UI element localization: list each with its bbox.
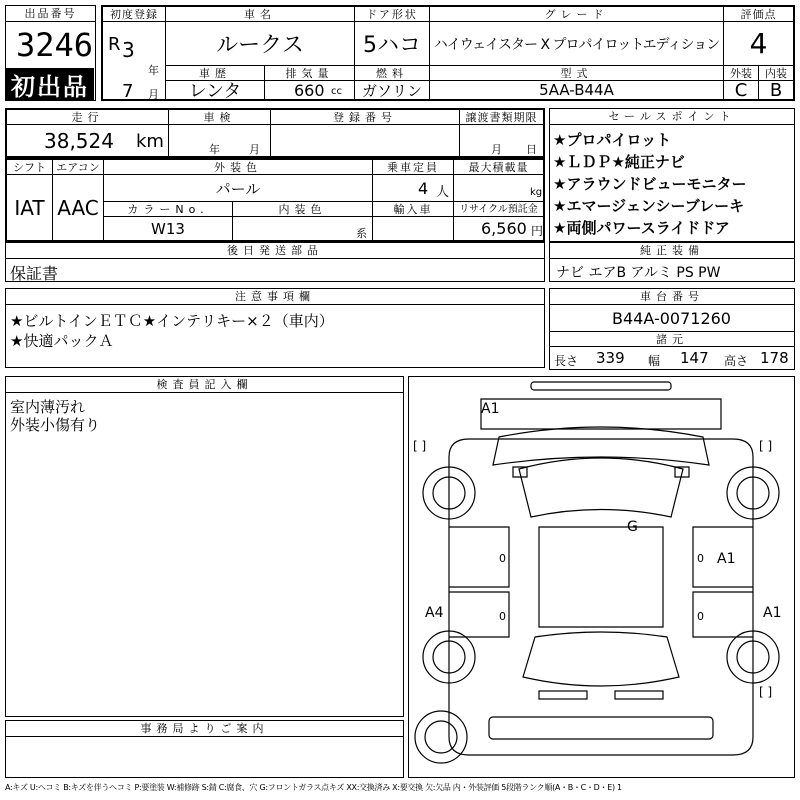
inspection-year-unit: 年 [209, 143, 220, 156]
car-diagram [408, 376, 795, 778]
sales-points-header: セールスポイント [550, 109, 794, 125]
sales-point-1: ★プロパイロット [553, 131, 672, 149]
damage-mark-right-rear: A1 [763, 605, 782, 621]
equipment-header: 純正装備 [550, 243, 794, 259]
mileage-block [5, 108, 545, 158]
dims-header: 諸元 [550, 331, 794, 347]
shift-header: シフト [6, 159, 53, 175]
spec-block [5, 158, 545, 242]
equipment-block [549, 242, 795, 282]
sales-point-4: ★エマージェンシーブレーキ [553, 197, 745, 215]
sales-point-2: ★ＬＤＰ★純正ナビ [553, 153, 685, 171]
mileage-unit: km [136, 131, 164, 152]
color-no-value: W13 [103, 216, 233, 241]
door-value: 5ハコ [354, 21, 430, 66]
shift-value: IAT [6, 174, 53, 241]
chassis-value: B44A-0071260 [612, 308, 731, 328]
model-header: 型式 [429, 65, 724, 81]
reg-header: 初度登録 [102, 6, 166, 22]
ext-color-value: パール [103, 174, 373, 202]
damage-mark-roof: G [627, 519, 638, 535]
damage-mark-left-rear: A4 [425, 605, 444, 621]
registration-cell [270, 124, 460, 157]
reg-month-unit: 月 [148, 88, 159, 101]
inspection-month-unit: 月 [249, 143, 260, 156]
reg-year: 3 [122, 38, 135, 62]
score-header: 評価点 [723, 6, 794, 22]
capacity-header: 乗車定員 [372, 159, 454, 175]
bracket-right-top: [ ] [759, 439, 773, 453]
score-value: 4 [723, 21, 794, 66]
lot-number: 3246 [16, 26, 94, 64]
sales-point-3: ★アラウンドビューモニター [553, 175, 747, 193]
int-score-value: B [758, 80, 794, 100]
length-label: 長さ [554, 354, 579, 368]
mileage-value: 38,524 [44, 129, 114, 153]
equipment-value: ナビ エアB アルミ PS PW [556, 265, 721, 281]
sales-point-5: ★両側パワースライドドア [553, 219, 730, 237]
inspector-block [5, 376, 404, 717]
capacity-unit: 人 [436, 185, 450, 200]
fuel-value: ガソリン [354, 80, 430, 100]
transfer-day-unit: 日 [526, 143, 537, 156]
chassis-header: 車台番号 [550, 289, 794, 305]
notes-line-1: ★ビルトインＥＴＣ★インテリキー×２（車内） [10, 312, 334, 330]
inspector-line-2: 外装小傷有り [10, 416, 101, 434]
capacity-value: 4 [418, 179, 429, 198]
later-parts-value: 保証書 [10, 264, 59, 283]
damage-mark-right-door: A1 [717, 551, 736, 567]
later-parts-block [5, 242, 545, 282]
inspector-header: 検査員記入欄 [6, 377, 403, 393]
aircon-value: AAC [52, 174, 104, 241]
displacement-value: 660 [294, 81, 325, 100]
height-value: 178 [760, 349, 789, 367]
ext-color-header: 外装色 [103, 159, 373, 175]
car-name-header: 車名 [165, 6, 355, 22]
max-load-header: 最大積載量 [453, 159, 544, 175]
color-no-header: カラーNo. [103, 201, 233, 217]
width-value: 147 [680, 349, 709, 367]
width-label: 幅 [648, 354, 661, 368]
ext-score-header: 外装 [723, 65, 759, 81]
recycle-value: 6,560 [481, 219, 527, 238]
mileage-header: 走行 [6, 109, 169, 125]
transfer-month-unit: 月 [491, 143, 502, 156]
chassis-block [549, 288, 795, 370]
lot-box [5, 5, 96, 101]
height-label: 高さ [724, 354, 749, 368]
car-outline-drawing [409, 377, 794, 777]
legend-text: A:キズ U:ヘコミ B:キズを伴うヘコミ P:要塗装 W:補修跡 S:錆 C:腐食、穴 G:フロントガラス点キズ XX:交換済み X:要交換 欠:欠品 内・外装評価 5段階ランク順(A・B・C・D・E) 1 [5, 783, 622, 792]
office-header: 事務局よりご案内 [6, 721, 403, 737]
aircon-header: エアコン [52, 159, 104, 175]
int-color-cell [232, 216, 373, 241]
int-color-suffix: 系 [356, 227, 367, 240]
length-value: 339 [596, 349, 625, 367]
model-value: 5AA-B44A [429, 80, 724, 100]
inspector-line-1: 室内薄汚れ [10, 398, 86, 416]
history-header: 車歴 [165, 65, 265, 81]
bracket-left-top: [ ] [413, 439, 427, 453]
history-value: レンタ [165, 80, 265, 100]
notes-block [5, 288, 545, 368]
first-listing-badge: 初出品 [6, 68, 94, 100]
reg-month: 7 [122, 81, 134, 102]
damage-mark-front: A1 [481, 401, 500, 417]
office-block [5, 720, 404, 778]
registration-header: 登録番号 [270, 109, 460, 125]
reg-year-unit: 年 [148, 64, 159, 77]
inspection-header: 車検 [168, 109, 271, 125]
door-header: ドア形状 [354, 6, 430, 22]
car-name-value: ルークス [165, 21, 355, 66]
grade-header: グレード [429, 6, 724, 22]
recycle-unit: 円 [531, 224, 544, 238]
later-parts-header: 後日発送部品 [6, 243, 544, 259]
transfer-header: 譲渡書類期限 [459, 109, 544, 125]
door-zero-1: 0 [499, 552, 506, 565]
lot-header: 出品番号 [6, 6, 95, 22]
notes-header: 注意事項欄 [6, 289, 544, 305]
import-header: 輸入車 [372, 201, 454, 217]
door-zero-4: 0 [697, 610, 704, 623]
recycle-header: リサイクル預託金 [453, 201, 544, 217]
fuel-header: 燃料 [354, 65, 430, 81]
int-color-header: 内装色 [232, 201, 373, 217]
bracket-right-bottom: [ ] [759, 685, 773, 699]
displacement-header: 排気量 [264, 65, 355, 81]
reg-era: R [108, 34, 121, 55]
max-load-unit: kg [530, 187, 543, 198]
header-block [101, 5, 795, 101]
import-cell [372, 216, 454, 241]
sales-points-block [549, 108, 795, 242]
ext-score-value: C [723, 80, 759, 100]
door-zero-3: 0 [697, 552, 704, 565]
displacement-unit: cc [331, 86, 342, 97]
int-score-header: 内装 [758, 65, 794, 81]
door-zero-2: 0 [499, 610, 506, 623]
grade-value: ハイウェイスター X プロパイロットエディション [429, 21, 724, 66]
notes-line-2: ★快適パックＡ [10, 332, 114, 350]
